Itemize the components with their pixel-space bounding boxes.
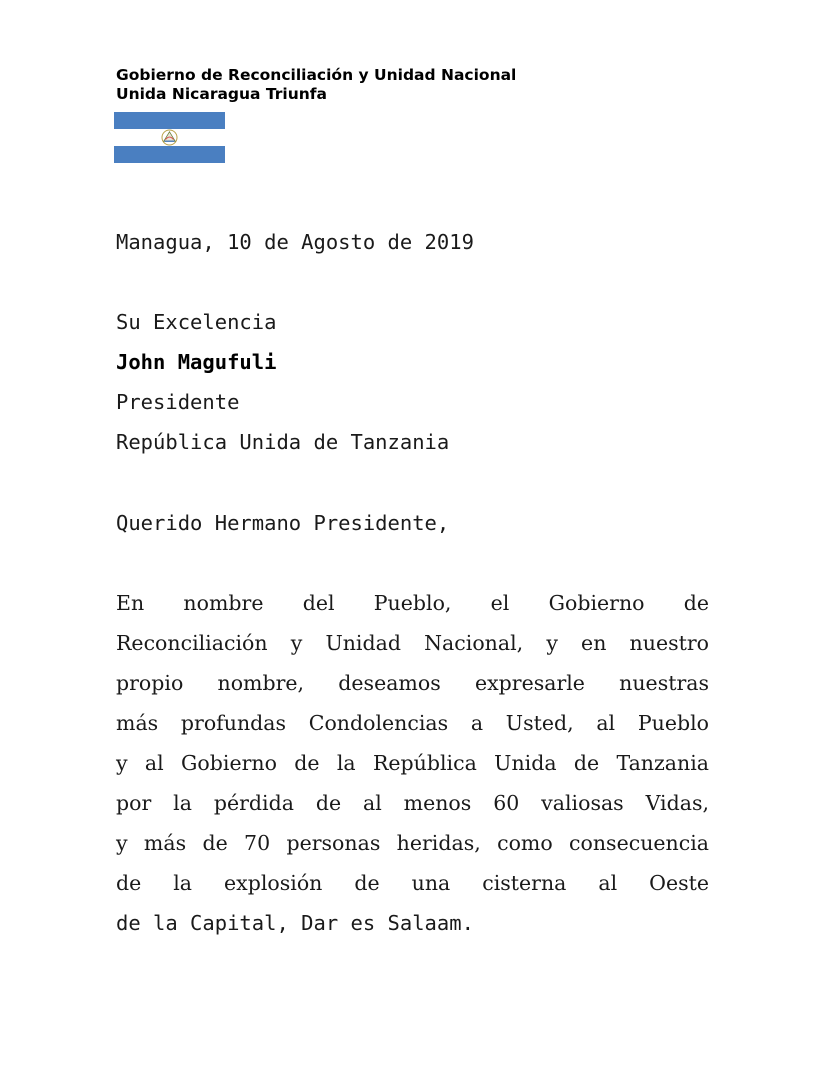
body-line: por la pérdida de al menos 60 valiosas Vidas, [116,791,709,815]
body-line: Reconciliación y Unidad Nacional, y en nuestro [116,631,709,655]
body-line: propio nombre, deseamos expresarle nuestras [116,671,709,695]
body-line: y al Gobierno de la República Unida de Tanzania [116,751,709,775]
body-line: más profundas Condolencias a Usted, al Pueblo [116,711,709,735]
recipient-title: Presidente [116,390,240,414]
recipient-country: República Unida de Tanzania [116,430,450,454]
letterhead-government-name: Gobierno de Reconciliación y Unidad Nacional [116,66,517,84]
body-line-last: de la Capital, Dar es Salaam. [116,911,474,935]
body-line: En nombre del Pueblo, el Gobierno de [116,591,709,615]
coat-of-arms-icon [162,130,177,145]
flag-stripe-top [114,112,225,129]
recipient-name: John Magufuli [116,350,277,374]
nicaragua-flag-icon [114,112,225,163]
body-line: de la explosión de una cisterna al Oeste [116,871,709,895]
letterhead [116,66,516,104]
body-line: y más de 70 personas heridas, como consecuencia [116,831,709,855]
recipient-block [116,302,449,462]
recipient-honorific: Su Excelencia [116,310,277,334]
letter-date: Managua, 10 de Agosto de 2019 [116,230,474,254]
letter-salutation: Querido Hermano Presidente, [116,511,450,535]
letter-body-paragraph [116,583,709,943]
flag-stripe-bottom [114,146,225,163]
letterhead-motto: Unida Nicaragua Triunfa [116,85,328,103]
